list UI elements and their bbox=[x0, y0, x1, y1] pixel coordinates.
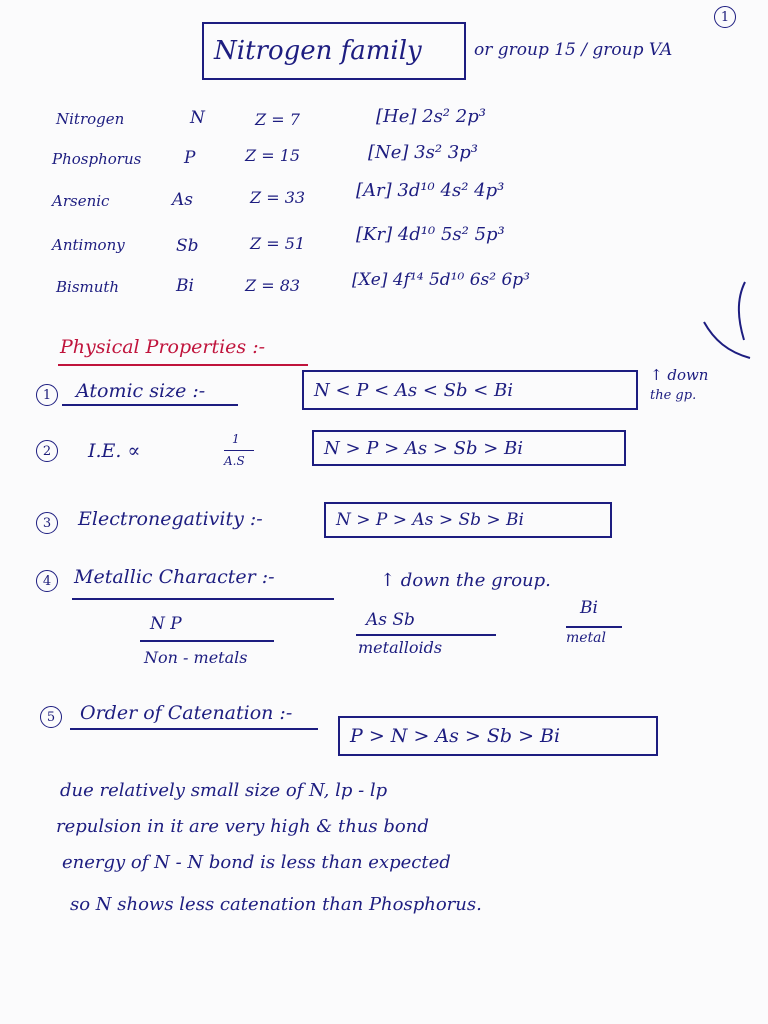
catenation-order-text: P > N > As > Sb > Bi bbox=[350, 725, 561, 747]
page-title bbox=[202, 22, 466, 80]
label-underline bbox=[62, 404, 238, 406]
metallic-trend: ↑ down the group. bbox=[380, 570, 551, 591]
explanation-line: due relatively small size of N, lp - lp bbox=[60, 780, 388, 801]
explanation-line: energy of N - N bond is less than expected bbox=[62, 852, 451, 873]
item-number: 3 bbox=[36, 512, 58, 534]
group-underline bbox=[140, 640, 274, 642]
element-name: Bismuth bbox=[56, 278, 120, 296]
metallic-character-label: Metallic Character :- bbox=[74, 566, 275, 588]
element-symbol: As bbox=[172, 190, 194, 210]
atomic-number: Z = 15 bbox=[245, 146, 301, 165]
heading-underline bbox=[58, 364, 308, 366]
electron-config: [Kr] 4d¹⁰ 5s² 5p³ bbox=[356, 224, 505, 245]
atomic-size-order-text: N < P < As < Sb < Bi bbox=[314, 379, 514, 401]
metalloids-label: metalloids bbox=[358, 638, 443, 657]
explanation-line: repulsion in it are very high & thus bond bbox=[56, 816, 429, 837]
margin-scribble bbox=[690, 270, 760, 370]
item-number: 4 bbox=[36, 570, 58, 592]
label-underline bbox=[70, 728, 318, 730]
physical-properties-heading: Physical Properties :- bbox=[60, 336, 266, 358]
catenation-order bbox=[338, 716, 658, 756]
element-symbol: Bi bbox=[176, 276, 194, 296]
group-underline bbox=[566, 626, 622, 628]
metalloid-elements: As Sb bbox=[366, 610, 415, 630]
trend-note: the gp. bbox=[650, 388, 697, 403]
atomic-size-label: Atomic size :- bbox=[76, 380, 206, 402]
electron-config: [He] 2s² 2p³ bbox=[376, 106, 486, 127]
electron-config: [Xe] 4f¹⁴ 5d¹⁰ 6s² 6p³ bbox=[352, 270, 530, 290]
element-name: Antimony bbox=[52, 236, 125, 254]
element-name: Arsenic bbox=[52, 192, 110, 210]
fraction-bar bbox=[224, 450, 254, 451]
ie-order-text: N > P > As > Sb > Bi bbox=[324, 437, 524, 459]
metal-label: metal bbox=[566, 630, 607, 646]
electron-config: [Ar] 3d¹⁰ 4s² 4p³ bbox=[356, 180, 505, 201]
element-symbol: Sb bbox=[176, 236, 199, 256]
element-symbol: P bbox=[184, 148, 196, 168]
atomic-number: Z = 51 bbox=[250, 234, 306, 253]
title-suffix: or group 15 / group VA bbox=[474, 40, 673, 60]
catenation-label: Order of Catenation :- bbox=[80, 702, 293, 724]
metal-element: Bi bbox=[580, 598, 598, 618]
atomic-number: Z = 33 bbox=[250, 188, 306, 207]
element-name: Nitrogen bbox=[56, 110, 125, 128]
page-title-text: Nitrogen family bbox=[214, 36, 422, 66]
element-symbol: N bbox=[190, 108, 205, 128]
item-number: 2 bbox=[36, 440, 58, 462]
electronegativity-order-text: N > P > As > Sb > Bi bbox=[336, 510, 524, 530]
ie-label: I.E. ∝ bbox=[88, 440, 141, 462]
element-name: Phosphorus bbox=[52, 150, 142, 168]
trend-note: ↑ down bbox=[650, 366, 709, 384]
atomic-size-order bbox=[302, 370, 638, 410]
electron-config: [Ne] 3s² 3p³ bbox=[368, 142, 478, 163]
item-number: 1 bbox=[36, 384, 58, 406]
fraction-numerator: 1 bbox=[232, 432, 240, 446]
group-underline bbox=[356, 634, 496, 636]
electronegativity-order bbox=[324, 502, 612, 538]
non-metals-label: Non - metals bbox=[144, 648, 248, 667]
page-number: 1 bbox=[714, 6, 736, 28]
label-underline bbox=[72, 598, 334, 600]
non-metal-elements: N P bbox=[150, 614, 182, 634]
ie-order bbox=[312, 430, 626, 466]
item-number: 5 bbox=[40, 706, 62, 728]
fraction-denominator: A.S bbox=[224, 454, 245, 468]
atomic-number: Z = 7 bbox=[255, 110, 300, 129]
electronegativity-label: Electronegativity :- bbox=[78, 508, 263, 530]
atomic-number: Z = 83 bbox=[245, 276, 301, 295]
explanation-line: so N shows less catenation than Phosphorus. bbox=[70, 894, 482, 915]
